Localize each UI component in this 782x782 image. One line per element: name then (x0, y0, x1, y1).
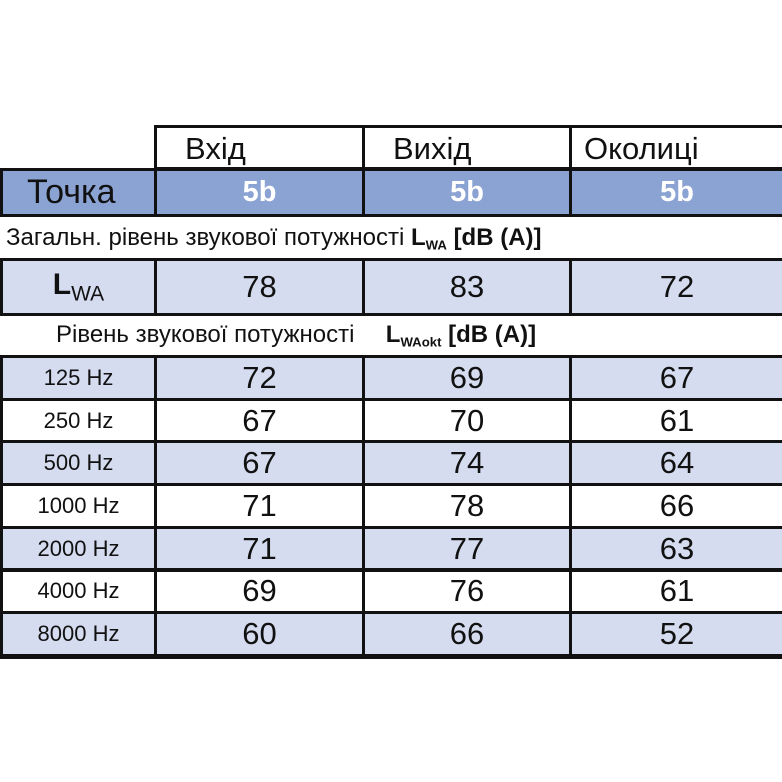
octave-value: 67 (157, 443, 362, 483)
octave-value: 72 (157, 358, 362, 398)
point-value: 5b (572, 171, 782, 214)
total-caption-text: Загальн. рівень звукової потужності (6, 224, 405, 251)
column-header-outlet: Вихід (393, 131, 472, 166)
column-header-inlet: Вхід (185, 131, 246, 166)
total-unit: [dB (A)] (453, 224, 542, 251)
point-value: 5b (157, 171, 362, 214)
frequency-label: 1000 Hz (3, 486, 154, 526)
frequency-label: 500 Hz (3, 443, 154, 483)
octave-value: 76 (365, 572, 569, 612)
octave-value: 78 (365, 486, 569, 526)
total-caption (6, 224, 542, 253)
octave-value: 52 (572, 614, 782, 654)
octave-value: 66 (572, 486, 782, 526)
octave-value: 69 (157, 572, 362, 612)
octave-value: 69 (365, 358, 569, 398)
frequency-label: 4000 Hz (3, 572, 154, 612)
frequency-label: 250 Hz (3, 401, 154, 441)
octave-value: 67 (572, 358, 782, 398)
octave-caption (56, 321, 536, 350)
frequency-label: 2000 Hz (3, 529, 154, 569)
total-value: 78 (157, 261, 362, 313)
octave-symbol: $L_{WAokt}$ (385, 321, 442, 350)
column-header-surroundings: Околиці (584, 131, 699, 166)
octave-value: 71 (157, 529, 362, 569)
octave-caption-text: Рівень звукової потужності (56, 321, 355, 348)
point-value: 5b (365, 171, 569, 214)
total-value: 72 (572, 261, 782, 313)
total-value: 83 (365, 261, 569, 313)
octave-value: 66 (365, 614, 569, 654)
octave-value: 64 (572, 443, 782, 483)
octave-value: 71 (157, 486, 362, 526)
octave-value: 77 (365, 529, 569, 569)
frequency-label: 125 Hz (3, 358, 154, 398)
octave-value: 61 (572, 572, 782, 612)
octave-value: 70 (365, 401, 569, 441)
frequency-label: 8000 Hz (3, 614, 154, 654)
octave-value: 63 (572, 529, 782, 569)
octave-unit: [dB (A)] (448, 321, 537, 348)
octave-value: 60 (157, 614, 362, 654)
octave-value: 61 (572, 401, 782, 441)
octave-value: 67 (157, 401, 362, 441)
total-row-symbol: $L_{WA}$ (3, 261, 154, 313)
octave-value: 74 (365, 443, 569, 483)
point-label: Точка (3, 171, 154, 214)
total-symbol: $L_{WA}$ (410, 224, 447, 253)
